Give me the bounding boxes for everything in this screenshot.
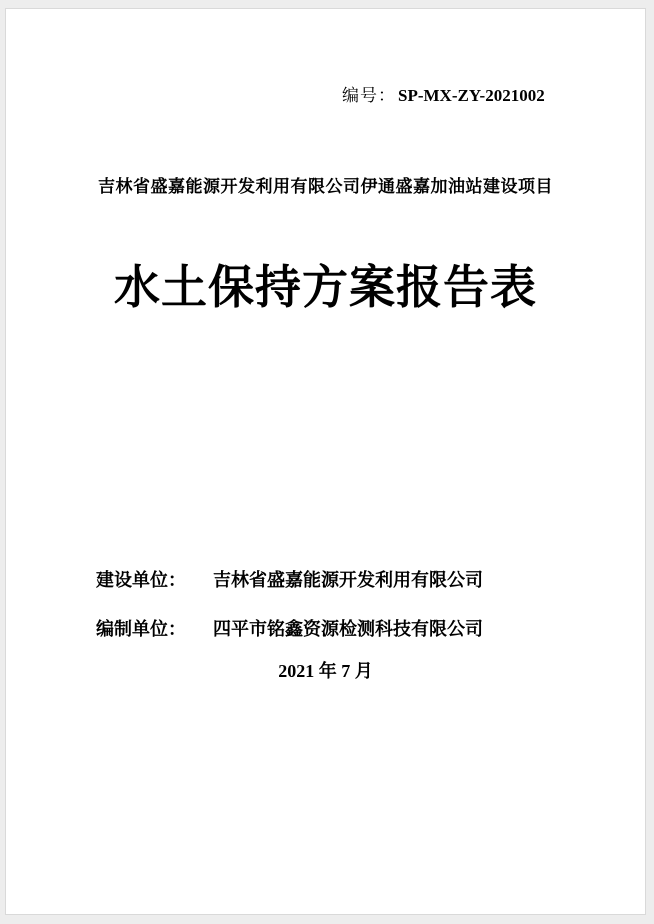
- document-page: [5, 8, 646, 915]
- project-subtitle: 吉林省盛嘉能源开发利用有限公司伊通盛嘉加油站建设项目: [98, 177, 553, 196]
- compiler-label: 编制单位：: [96, 619, 186, 639]
- builder-value: 吉林省盛嘉能源开发利用有限公司: [213, 570, 484, 590]
- doc-number-label: 编号：: [342, 86, 396, 105]
- builder-label: 建设单位：: [96, 570, 186, 590]
- main-title: 水土保持方案报告表: [114, 261, 537, 313]
- publication-date: 2021 年 7 月: [278, 661, 373, 681]
- doc-number: [342, 85, 545, 107]
- builder-row: [96, 567, 483, 593]
- doc-number-value: SP-MX-ZY-2021002: [398, 86, 545, 105]
- compiler-row: [96, 616, 483, 642]
- compiler-value: 四平市铭鑫资源检测科技有限公司: [213, 619, 484, 639]
